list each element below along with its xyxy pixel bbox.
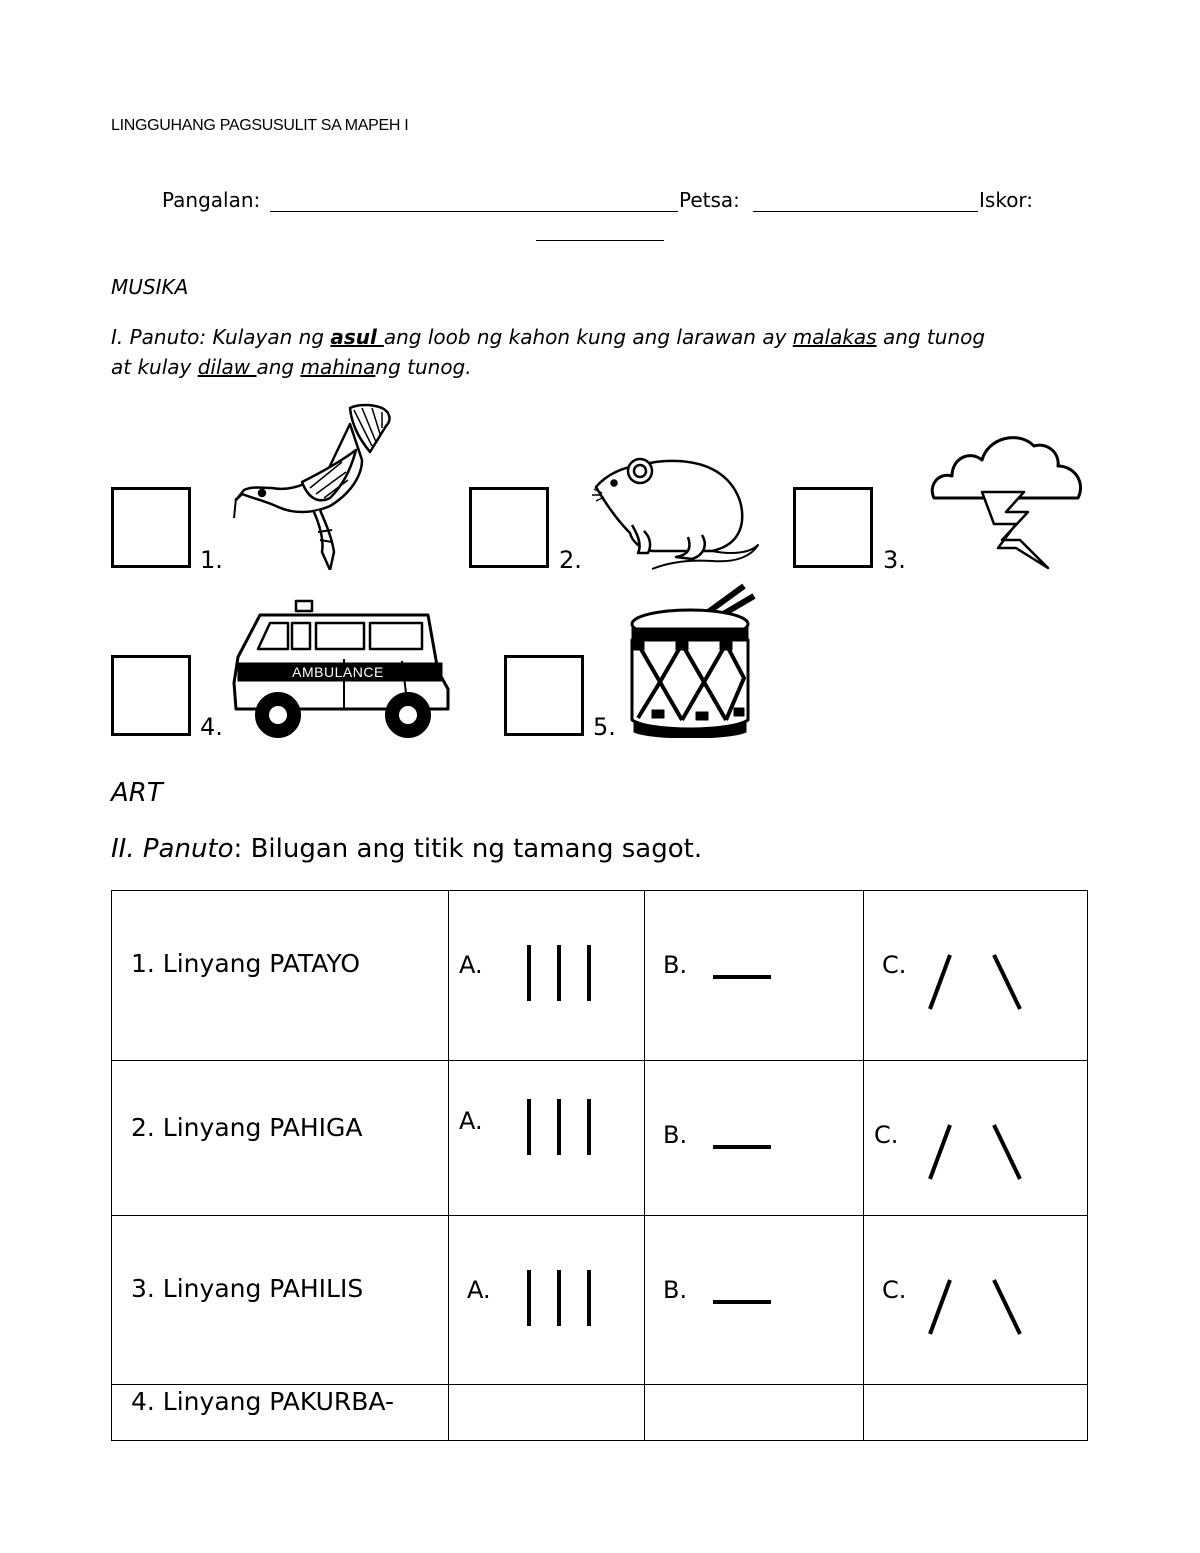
option-b-cell[interactable] [645,1061,864,1216]
art-question-table [111,890,1088,1441]
option-b-letter[interactable]: B. [663,951,688,979]
bird-icon [232,402,392,570]
instr-text: ng tunog. [375,355,472,379]
option-c-letter[interactable]: C. [874,1121,899,1149]
question-text: 1. Linyang PATAYO [131,949,361,978]
table-row [112,891,1088,1061]
item-number-5: 5. [593,713,616,741]
instr-text: ang tunog [876,325,986,349]
mouse-icon [592,455,762,570]
option-b-cell[interactable] [645,1216,864,1385]
question-cell [112,1061,449,1216]
answer-box-5[interactable] [504,655,584,736]
horizontal-line-icon [711,1143,773,1151]
option-a-cell[interactable] [449,1385,645,1441]
instr-dilaw: dilaw [197,355,257,379]
vertical-lines-icon [523,1097,593,1157]
option-a-cell[interactable] [449,1061,645,1216]
option-c-cell[interactable] [864,891,1088,1061]
question-cell [112,1216,449,1385]
option-a-letter[interactable]: A. [467,1276,491,1304]
item-number-4: 4. [200,713,223,741]
question-cell [112,891,449,1061]
thunder-cloud-icon [928,428,1088,570]
instr-text: ang [256,355,301,379]
item-number-3: 3. [883,546,906,574]
table-row [112,1385,1088,1441]
score-label: Iskor: [979,188,1034,212]
date-label: Petsa: [679,188,740,212]
ambulance-label: AMBULANCE [292,664,384,680]
instr-malakas: malakas [792,325,877,349]
diagonal-lines-icon [926,1278,1026,1336]
table-row [112,1061,1088,1216]
option-b-cell[interactable] [645,891,864,1061]
instr-text: at kulay [111,355,198,379]
answer-box-1[interactable] [111,487,191,568]
ambulance-icon [232,597,452,739]
musika-section-label: MUSIKA [111,275,189,299]
answer-box-2[interactable] [469,487,549,568]
option-c-cell[interactable] [864,1061,1088,1216]
question-text: 3. Linyang PAHILIS [131,1274,364,1303]
option-c-letter[interactable]: C. [882,951,907,979]
option-a-cell[interactable] [449,1216,645,1385]
date-blank[interactable] [753,211,978,212]
item-number-1: 1. [200,546,223,574]
table-row [112,1216,1088,1385]
instr-mahina: mahina [300,355,376,379]
vertical-lines-icon [523,943,593,1003]
art-section-label: ART [111,778,163,808]
musika-instruction-line2 [111,352,472,382]
option-b-letter[interactable]: B. [663,1276,688,1304]
option-c-letter[interactable]: C. [882,1276,907,1304]
option-a-letter[interactable]: A. [459,951,483,979]
option-a-letter[interactable]: A. [459,1107,483,1135]
question-cell [112,1385,449,1441]
drum-icon [630,582,756,738]
option-a-cell[interactable] [449,891,645,1061]
instr-text: ang loob ng kahon kung ang larawan ay [383,325,793,349]
musika-instruction-line1 [111,322,985,352]
option-c-cell[interactable] [864,1385,1088,1441]
art-instr-rest: : Bilugan ang titik ng tamang sagot. [233,834,703,864]
instr-asul: asul [330,325,384,349]
name-label: Pangalan: [162,188,261,212]
question-text: 2. Linyang PAHIGA [131,1113,363,1142]
answer-box-4[interactable] [111,655,191,736]
art-instr-italic: II. Panuto [111,834,234,864]
option-b-letter[interactable]: B. [663,1121,688,1149]
horizontal-line-icon [711,973,773,981]
diagonal-lines-icon [926,953,1026,1011]
question-text: 4. Linyang PAKURBA- [131,1387,394,1416]
name-blank[interactable] [270,211,678,212]
vertical-lines-icon [523,1268,593,1328]
instr-text: I. Panuto: Kulayan ng [111,325,331,349]
diagonal-lines-icon [926,1123,1026,1181]
document-title: LINGGUHANG PAGSUSULIT SA MAPEH I [111,117,409,134]
answer-box-3[interactable] [793,487,873,568]
horizontal-line-icon [711,1298,773,1306]
score-blank[interactable] [536,240,664,241]
option-c-cell[interactable] [864,1216,1088,1385]
item-number-2: 2. [559,546,582,574]
option-b-cell[interactable] [645,1385,864,1441]
art-instruction [111,834,702,864]
